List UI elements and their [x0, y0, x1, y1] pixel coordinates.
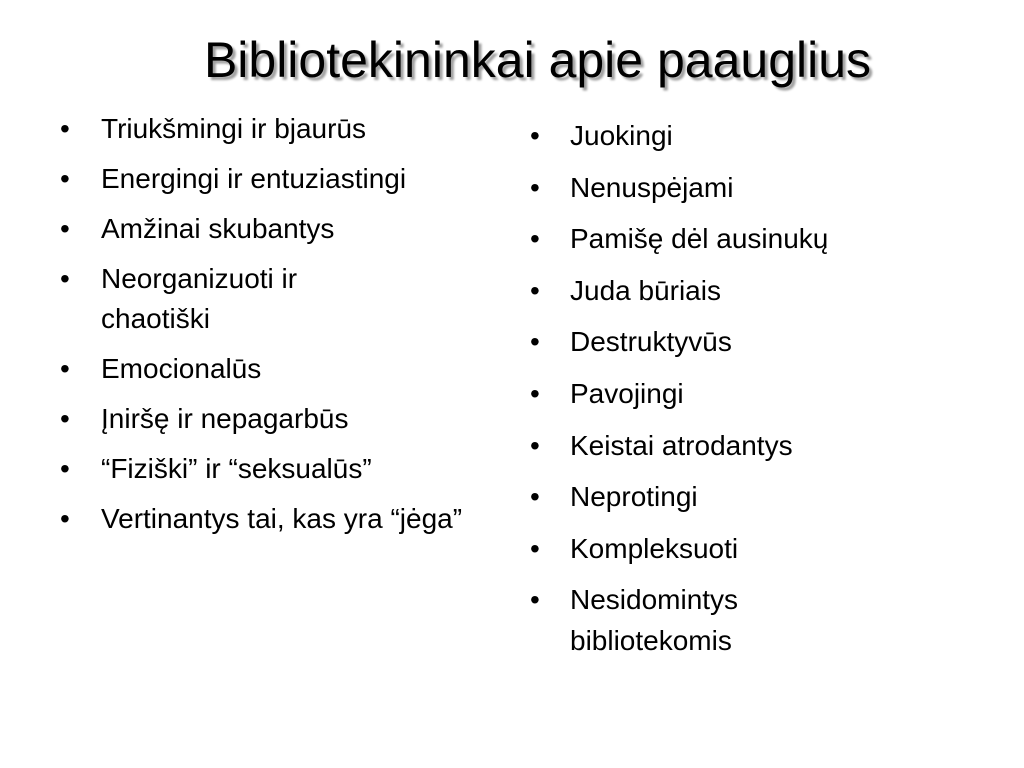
- bullet-icon: •: [530, 481, 540, 513]
- bullet-icon: •: [530, 326, 540, 358]
- list-item-text: Neorganizuoti ir chaotiški: [101, 263, 298, 334]
- list-item-text: Juda būriais: [570, 274, 721, 306]
- list-item-text: Pavojingi: [570, 377, 684, 409]
- list-item: [530, 218, 970, 259]
- bullet-icon: •: [60, 503, 70, 534]
- list-item-text: Juokingi: [570, 120, 673, 151]
- list-item: [530, 373, 970, 414]
- bullet-icon: •: [530, 274, 540, 306]
- list-item: [530, 270, 970, 311]
- list-item: [530, 425, 970, 466]
- right-bullet-list: [530, 115, 970, 672]
- list-item-text: Nesidomintys bibliotekomis: [570, 584, 739, 657]
- list-item: [530, 579, 870, 661]
- list-item: [60, 109, 500, 149]
- list-item: [60, 449, 500, 489]
- bullet-icon: •: [60, 403, 70, 434]
- list-item: [530, 528, 970, 569]
- bullet-icon: •: [60, 163, 70, 194]
- bullet-icon: •: [60, 213, 70, 244]
- list-item: [530, 476, 970, 517]
- list-item-text: Neprotingi: [570, 481, 698, 513]
- left-bullet-list: [60, 109, 500, 549]
- bullet-icon: •: [60, 263, 70, 294]
- list-item: [60, 259, 401, 339]
- bullet-icon: •: [530, 171, 540, 203]
- bullet-icon: •: [530, 120, 540, 151]
- list-item-text: Emocionalūs: [101, 353, 262, 384]
- list-item-text: Nenuspėjami: [570, 171, 734, 203]
- list-item: [530, 115, 970, 156]
- list-item: [60, 209, 500, 249]
- bullet-icon: •: [530, 429, 540, 461]
- list-item: [60, 159, 500, 199]
- bullet-icon: •: [530, 377, 540, 409]
- list-item-text: Destruktyvūs: [570, 326, 732, 358]
- bullet-icon: •: [60, 353, 70, 384]
- list-item: [60, 499, 511, 539]
- list-item: [60, 349, 500, 389]
- bullet-icon: •: [530, 532, 540, 564]
- bullet-icon: •: [530, 223, 540, 255]
- list-item-text: Įniršę ir nepagarbūs: [101, 403, 349, 434]
- list-item-text: Amžinai skubantys: [101, 213, 335, 244]
- list-item: [60, 399, 500, 439]
- list-item-text: Vertinantys tai, kas yra “jėga”: [101, 503, 463, 534]
- list-item-text: Keistai atrodantys: [570, 429, 793, 461]
- list-item: [530, 167, 970, 208]
- list-item-text: Kompleksuoti: [570, 532, 739, 564]
- list-item: [530, 321, 970, 362]
- slide-title: Bibliotekininkai apie paauglius: [203, 32, 872, 88]
- list-item-text: Pamišę dėl ausinukų: [570, 223, 829, 255]
- list-item-text: “Fiziški” ir “seksualūs”: [101, 453, 372, 484]
- list-item-text: Triukšmingi ir bjaurūs: [101, 113, 367, 144]
- bullet-icon: •: [60, 113, 70, 144]
- bullet-icon: •: [60, 453, 70, 484]
- bullet-icon: •: [530, 584, 540, 616]
- list-item-text: Energingi ir entuziastingi: [101, 163, 407, 194]
